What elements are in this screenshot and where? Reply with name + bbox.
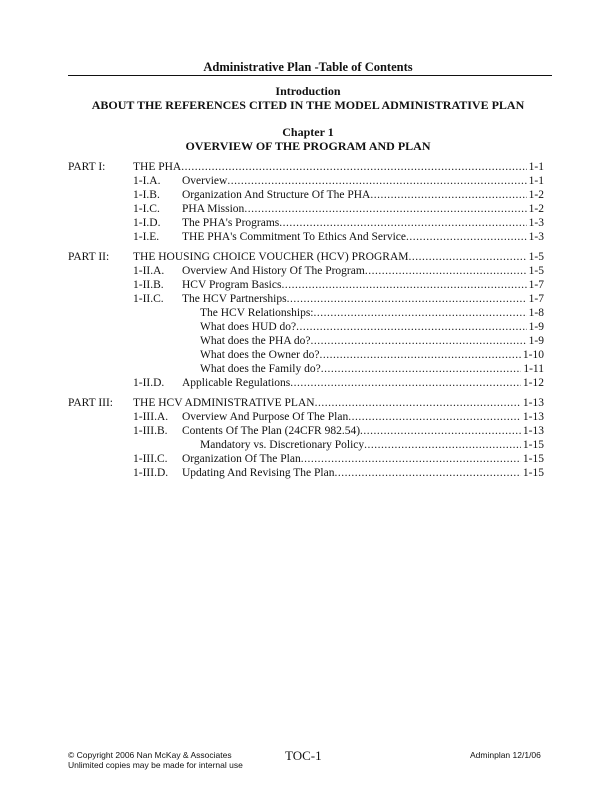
toc-entry[interactable]	[68, 334, 544, 348]
toc-page-number: 1-15	[522, 467, 544, 479]
toc-entry-title: The HCV Partnerships	[182, 293, 287, 305]
toc-page-number: 1-1	[528, 175, 544, 187]
toc-entry[interactable]	[68, 230, 544, 244]
toc-entry-line	[200, 438, 544, 452]
toc-section-code: 1-I.A.	[133, 175, 161, 187]
toc-entry-title: What does the PHA do?	[200, 335, 311, 347]
dot-leader	[406, 230, 527, 244]
toc-section-code: 1-III.D.	[133, 467, 169, 479]
toc-entry[interactable]	[68, 424, 544, 438]
toc-entry-line	[200, 348, 544, 362]
toc-page-number: 1-5	[528, 251, 544, 263]
toc-page-number: 1-2	[528, 189, 544, 201]
toc-entry[interactable]	[68, 438, 544, 452]
toc-section-code: 1-II.B.	[133, 279, 164, 291]
dot-leader	[311, 334, 527, 348]
toc-section-code: 1-III.B.	[133, 425, 168, 437]
toc-entry-line	[182, 264, 544, 278]
toc-entry[interactable]	[68, 410, 544, 424]
toc-page-number: 1-15	[522, 439, 544, 451]
intro-title: ABOUT THE REFERENCES CITED IN THE MODEL ADMINISTRATIVE PLAN	[91, 98, 525, 112]
toc-entry-title: THE HOUSING CHOICE VOUCHER (HCV) PROGRAM	[133, 251, 409, 263]
toc-entry-title: THE PHA's Commitment To Ethics And Service	[182, 231, 407, 243]
toc-entry-title: Applicable Regulations	[182, 377, 291, 389]
toc-entry-line	[200, 334, 544, 348]
toc-entry-line	[182, 466, 544, 480]
footer-version: Adminplan 12/1/06	[470, 750, 541, 760]
toc-entry-title: What does the Owner do?	[200, 349, 320, 361]
toc-entry-title: The HCV Relationships:	[200, 307, 314, 319]
toc-entry-line	[200, 362, 544, 376]
toc-entry-title: Mandatory vs. Discretionary Policy	[200, 439, 365, 451]
toc-entry-line	[200, 320, 544, 334]
dot-leader	[334, 466, 520, 480]
toc-entry[interactable]	[68, 292, 544, 306]
toc-entry-line	[182, 292, 544, 306]
toc-page-number: 1-13	[522, 397, 544, 409]
dot-leader	[290, 376, 521, 390]
chapter-label: Chapter 1	[282, 125, 334, 139]
footer-copyright: © Copyright 2006 Nan McKay & Associates	[68, 750, 232, 760]
toc-entry[interactable]	[68, 202, 544, 216]
footer-notice: Unlimited copies may be made for internal use	[68, 760, 243, 770]
toc-section-code: 1-I.B.	[133, 189, 160, 201]
toc-entry[interactable]	[68, 264, 544, 278]
toc-page-number: 1-10	[522, 349, 544, 361]
toc-section-code: 1-III.A.	[133, 411, 169, 423]
toc-entry-line	[133, 250, 544, 264]
footer-page-number: TOC-1	[285, 748, 322, 763]
toc-page-number: 1-8	[528, 307, 544, 319]
toc-section-code: 1-II.C.	[133, 293, 164, 305]
toc-section-code: 1-I.C.	[133, 203, 160, 215]
dot-leader	[360, 424, 521, 438]
toc-entry[interactable]	[68, 396, 544, 410]
dot-leader	[227, 174, 526, 188]
toc-entry-title: What does HUD do?	[200, 321, 297, 333]
toc-entry[interactable]	[68, 174, 544, 188]
toc-entry[interactable]	[68, 362, 544, 376]
toc-page-number: 1-9	[528, 321, 544, 333]
toc-page-number: 1-7	[528, 293, 544, 305]
toc-section-code: 1-II.A.	[133, 265, 165, 277]
toc-page-number: 1-15	[522, 453, 544, 465]
dot-leader	[315, 396, 521, 410]
chapter-title: OVERVIEW OF THE PROGRAM AND PLAN	[185, 139, 431, 153]
toc-page-number: 1-2	[528, 203, 544, 215]
dot-leader	[370, 188, 526, 202]
toc-entry[interactable]	[68, 306, 544, 320]
toc-entry-line	[133, 160, 544, 174]
toc-entry[interactable]	[68, 320, 544, 334]
toc-section-code: 1-I.E.	[133, 231, 160, 243]
toc-entry-line	[182, 230, 544, 244]
toc-entry-line	[182, 410, 544, 424]
toc-entry-line	[182, 424, 544, 438]
toc-page-number: 1-12	[522, 377, 544, 389]
toc-entry-title: Overview And History Of The Program	[182, 265, 365, 277]
toc-entry-line	[182, 174, 544, 188]
toc-entry-line	[182, 216, 544, 230]
toc-entry-title: THE HCV ADMINISTRATIVE PLAN	[133, 397, 315, 409]
toc-page-number: 1-9	[528, 335, 544, 347]
dot-leader	[301, 452, 521, 466]
toc-entry-line	[133, 396, 544, 410]
dot-leader	[287, 292, 527, 306]
toc-entry-title: Organization And Structure Of The PHA	[182, 189, 371, 201]
toc-entry[interactable]	[68, 250, 544, 264]
toc-section-code: 1-II.D.	[133, 377, 165, 389]
toc-section-code: 1-III.C.	[133, 453, 168, 465]
toc-entry-title: PHA Mission	[182, 203, 245, 215]
toc-entry[interactable]	[68, 160, 544, 174]
dot-leader	[181, 160, 526, 174]
toc-entry[interactable]	[68, 376, 544, 390]
toc-entry[interactable]	[68, 216, 544, 230]
dot-leader	[321, 362, 522, 376]
toc-part-label: PART II:	[68, 251, 110, 263]
toc-page-number: 1-13	[522, 411, 544, 423]
toc-page-number: 1-5	[528, 265, 544, 277]
toc-entry-line	[182, 278, 544, 292]
toc-page-number: 1-11	[523, 363, 544, 375]
toc-part-label: PART III:	[68, 397, 114, 409]
toc-entry-title: Overview And Purpose Of The Plan	[182, 411, 349, 423]
toc-entry-title: What does the Family do?	[200, 363, 321, 375]
dot-leader	[408, 250, 526, 264]
toc-entry-title: Contents Of The Plan (24CFR 982.54)	[182, 425, 361, 437]
toc-entry-line	[182, 188, 544, 202]
toc-entry-title: Updating And Revising The Plan	[182, 467, 335, 479]
toc-entry-title: Overview	[182, 175, 228, 187]
toc-page-number: 1-13	[522, 425, 544, 437]
toc-entry[interactable]	[68, 188, 544, 202]
toc-entry-line	[200, 306, 544, 320]
dot-leader	[296, 320, 527, 334]
toc-section-code: 1-I.D.	[133, 217, 161, 229]
dot-leader	[279, 216, 526, 230]
dot-leader	[314, 306, 527, 320]
dot-leader	[244, 202, 526, 216]
toc-entry[interactable]	[68, 278, 544, 292]
toc-page-number: 1-3	[528, 231, 544, 243]
toc-entry-line	[182, 202, 544, 216]
toc-part-label: PART I:	[68, 161, 106, 173]
toc-entry-title: HCV Program Basics	[182, 279, 282, 291]
toc-entry[interactable]	[68, 466, 544, 480]
toc-page-number: 1-7	[528, 279, 544, 291]
toc-page-number: 1-1	[528, 161, 544, 173]
dot-leader	[319, 348, 520, 362]
intro-label: Introduction	[275, 84, 341, 98]
toc-entry-title: The PHA's Programs	[182, 217, 280, 229]
dot-leader	[348, 410, 521, 424]
toc-entry-line	[182, 376, 544, 390]
toc-entry-title: Organization Of The Plan	[182, 453, 301, 465]
dot-leader	[364, 438, 521, 452]
dot-leader	[281, 278, 526, 292]
dot-leader	[365, 264, 527, 278]
header-rule	[68, 75, 552, 76]
toc-entry-title: THE PHA	[133, 161, 182, 173]
toc-entry[interactable]	[68, 348, 544, 362]
page-header-title: Administrative Plan -Table of Contents	[203, 60, 413, 74]
toc-entry[interactable]	[68, 452, 544, 466]
toc-entry-line	[182, 452, 544, 466]
toc-page-number: 1-3	[528, 217, 544, 229]
